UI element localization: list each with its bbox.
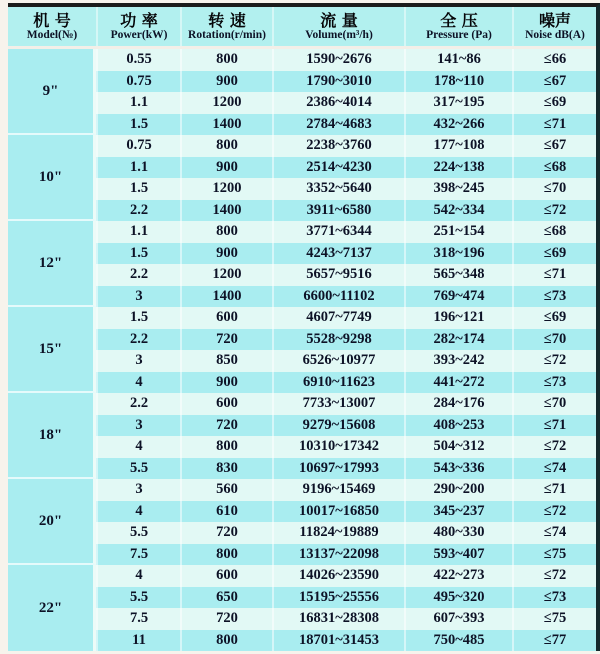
header-noise [512, 7, 596, 46]
rotation-cell: 610 [180, 501, 272, 523]
rotation-cell: 600 [180, 307, 272, 329]
noise-cell: ≤70 [512, 178, 596, 200]
pressure-cell: 177~108 [404, 135, 512, 157]
power-cell: 0.75 [96, 71, 180, 93]
rotation-cell: 1200 [180, 264, 272, 286]
fan-spec-table [8, 3, 600, 651]
model-cell: 22" [8, 565, 96, 651]
header-noise-zh: 噪声 [538, 10, 571, 30]
pressure-cell: 607~393 [404, 608, 512, 630]
pressure-cell: 284~176 [404, 393, 512, 415]
pressure-cell: 290~200 [404, 479, 512, 501]
volume-cell: 3911~6580 [272, 200, 404, 222]
pressure-cell: 224~138 [404, 157, 512, 179]
noise-cell: ≤70 [512, 393, 596, 415]
header-rotation-zh: 转 速 [208, 10, 246, 30]
volume-cell: 5657~9516 [272, 264, 404, 286]
rotation-cell: 1400 [180, 200, 272, 222]
power-cell: 1.1 [96, 221, 180, 243]
power-cell: 11 [96, 630, 180, 652]
noise-cell: ≤70 [512, 329, 596, 351]
power-cell: 2.2 [96, 200, 180, 222]
noise-cell: ≤74 [512, 522, 596, 544]
rotation-cell: 830 [180, 458, 272, 480]
volume-cell: 2514~4230 [272, 157, 404, 179]
noise-cell: ≤71 [512, 264, 596, 286]
header-volume-zh: 流 量 [320, 10, 358, 30]
noise-cell: ≤75 [512, 608, 596, 630]
rotation-cell: 900 [180, 71, 272, 93]
rotation-cell: 900 [180, 157, 272, 179]
header-model [8, 7, 96, 46]
model-cell: 12" [8, 221, 96, 307]
volume-cell: 10017~16850 [272, 501, 404, 523]
noise-cell: ≤72 [512, 436, 596, 458]
rotation-cell: 900 [180, 243, 272, 265]
table-body [8, 49, 596, 651]
noise-cell: ≤73 [512, 372, 596, 394]
noise-cell: ≤77 [512, 630, 596, 652]
pressure-cell: 393~242 [404, 350, 512, 372]
rotation-cell: 1200 [180, 178, 272, 200]
power-cell: 3 [96, 286, 180, 308]
rotation-cell: 720 [180, 329, 272, 351]
pressure-cell: 251~154 [404, 221, 512, 243]
volume-cell: 1790~3010 [272, 71, 404, 93]
pressure-cell: 593~407 [404, 544, 512, 566]
power-cell: 4 [96, 436, 180, 458]
volume-cell: 6910~11623 [272, 372, 404, 394]
power-cell: 4 [96, 372, 180, 394]
noise-cell: ≤72 [512, 501, 596, 523]
volume-cell: 15195~25556 [272, 587, 404, 609]
header-pressure [404, 7, 512, 46]
volume-cell: 10697~17993 [272, 458, 404, 480]
pressure-cell: 317~195 [404, 92, 512, 114]
noise-cell: ≤68 [512, 157, 596, 179]
volume-cell: 10310~17342 [272, 436, 404, 458]
pressure-cell: 196~121 [404, 307, 512, 329]
pressure-cell: 398~245 [404, 178, 512, 200]
header-pressure-en: Pressure (Pa) [426, 29, 492, 42]
header-model-en: Model(№) [26, 29, 78, 42]
volume-cell: 6600~11102 [272, 286, 404, 308]
rotation-cell: 600 [180, 393, 272, 415]
header-noise-en: Noise dB(A) [525, 29, 585, 42]
pressure-cell: 769~474 [404, 286, 512, 308]
header-pressure-zh: 全 压 [440, 10, 478, 30]
model-cell: 10" [8, 135, 96, 221]
power-cell: 2.2 [96, 264, 180, 286]
pressure-cell: 441~272 [404, 372, 512, 394]
rotation-cell: 720 [180, 522, 272, 544]
volume-cell: 9279~15608 [272, 415, 404, 437]
noise-cell: ≤69 [512, 307, 596, 329]
noise-cell: ≤73 [512, 587, 596, 609]
rotation-cell: 800 [180, 135, 272, 157]
pressure-cell: 408~253 [404, 415, 512, 437]
power-cell: 1.5 [96, 114, 180, 136]
header-volume [272, 7, 404, 46]
rotation-cell: 1400 [180, 114, 272, 136]
power-cell: 1.5 [96, 178, 180, 200]
power-cell: 5.5 [96, 458, 180, 480]
noise-cell: ≤67 [512, 135, 596, 157]
rotation-cell: 800 [180, 221, 272, 243]
volume-cell: 2238~3760 [272, 135, 404, 157]
power-cell: 3 [96, 479, 180, 501]
volume-cell: 18701~31453 [272, 630, 404, 652]
pressure-cell: 565~348 [404, 264, 512, 286]
power-cell: 5.5 [96, 522, 180, 544]
pressure-cell: 432~266 [404, 114, 512, 136]
noise-cell: ≤69 [512, 243, 596, 265]
header-volume-en: Volume(m³/h) [305, 29, 373, 42]
noise-cell: ≤72 [512, 350, 596, 372]
power-cell: 3 [96, 415, 180, 437]
power-cell: 5.5 [96, 587, 180, 609]
volume-cell: 4607~7749 [272, 307, 404, 329]
noise-cell: ≤66 [512, 49, 596, 71]
header-rotation-en: Rotation(r/min) [188, 29, 266, 42]
volume-cell: 9196~15469 [272, 479, 404, 501]
noise-cell: ≤72 [512, 200, 596, 222]
rotation-cell: 650 [180, 587, 272, 609]
rotation-cell: 800 [180, 630, 272, 652]
volume-cell: 4243~7137 [272, 243, 404, 265]
volume-cell: 3771~6344 [272, 221, 404, 243]
rotation-cell: 850 [180, 350, 272, 372]
header-power-zh: 功 率 [120, 10, 158, 30]
model-cell: 9" [8, 49, 96, 135]
power-cell: 1.1 [96, 92, 180, 114]
volume-cell: 11824~19889 [272, 522, 404, 544]
noise-cell: ≤71 [512, 479, 596, 501]
rotation-cell: 800 [180, 436, 272, 458]
rotation-cell: 800 [180, 544, 272, 566]
volume-cell: 6526~10977 [272, 350, 404, 372]
rotation-cell: 720 [180, 415, 272, 437]
rotation-cell: 800 [180, 49, 272, 71]
power-cell: 7.5 [96, 608, 180, 630]
model-cell: 20" [8, 479, 96, 565]
noise-cell: ≤72 [512, 565, 596, 587]
rotation-cell: 1200 [180, 92, 272, 114]
model-cell: 18" [8, 393, 96, 479]
power-cell: 4 [96, 565, 180, 587]
pressure-cell: 282~174 [404, 329, 512, 351]
pressure-cell: 345~237 [404, 501, 512, 523]
pressure-cell: 750~485 [404, 630, 512, 652]
rotation-cell: 1400 [180, 286, 272, 308]
volume-cell: 3352~5640 [272, 178, 404, 200]
pressure-cell: 495~320 [404, 587, 512, 609]
volume-cell: 13137~22098 [272, 544, 404, 566]
volume-cell: 2386~4014 [272, 92, 404, 114]
power-cell: 3 [96, 350, 180, 372]
rotation-cell: 600 [180, 565, 272, 587]
volume-cell: 5528~9298 [272, 329, 404, 351]
noise-cell: ≤74 [512, 458, 596, 480]
pressure-cell: 504~312 [404, 436, 512, 458]
header-power [96, 7, 180, 46]
volume-cell: 14026~23590 [272, 565, 404, 587]
rotation-cell: 900 [180, 372, 272, 394]
power-cell: 7.5 [96, 544, 180, 566]
rotation-cell: 720 [180, 608, 272, 630]
power-cell: 1.5 [96, 307, 180, 329]
noise-cell: ≤73 [512, 286, 596, 308]
volume-cell: 2784~4683 [272, 114, 404, 136]
power-cell: 0.55 [96, 49, 180, 71]
pressure-cell: 318~196 [404, 243, 512, 265]
power-cell: 2.2 [96, 393, 180, 415]
noise-cell: ≤75 [512, 544, 596, 566]
pressure-cell: 542~334 [404, 200, 512, 222]
noise-cell: ≤68 [512, 221, 596, 243]
pressure-cell: 141~86 [404, 49, 512, 71]
volume-cell: 7733~13007 [272, 393, 404, 415]
pressure-cell: 422~273 [404, 565, 512, 587]
header-model-zh: 机 号 [33, 10, 71, 30]
power-cell: 2.2 [96, 329, 180, 351]
noise-cell: ≤67 [512, 71, 596, 93]
power-cell: 1.5 [96, 243, 180, 265]
power-cell: 0.75 [96, 135, 180, 157]
power-cell: 4 [96, 501, 180, 523]
rotation-cell: 560 [180, 479, 272, 501]
power-cell: 1.1 [96, 157, 180, 179]
noise-cell: ≤71 [512, 415, 596, 437]
volume-cell: 1590~2676 [272, 49, 404, 71]
pressure-cell: 178~110 [404, 71, 512, 93]
table-header-row [8, 7, 596, 49]
noise-cell: ≤71 [512, 114, 596, 136]
header-power-en: Power(kW) [110, 29, 168, 42]
pressure-cell: 543~336 [404, 458, 512, 480]
header-rotation [180, 7, 272, 46]
noise-cell: ≤69 [512, 92, 596, 114]
model-cell: 15" [8, 307, 96, 393]
volume-cell: 16831~28308 [272, 608, 404, 630]
pressure-cell: 480~330 [404, 522, 512, 544]
